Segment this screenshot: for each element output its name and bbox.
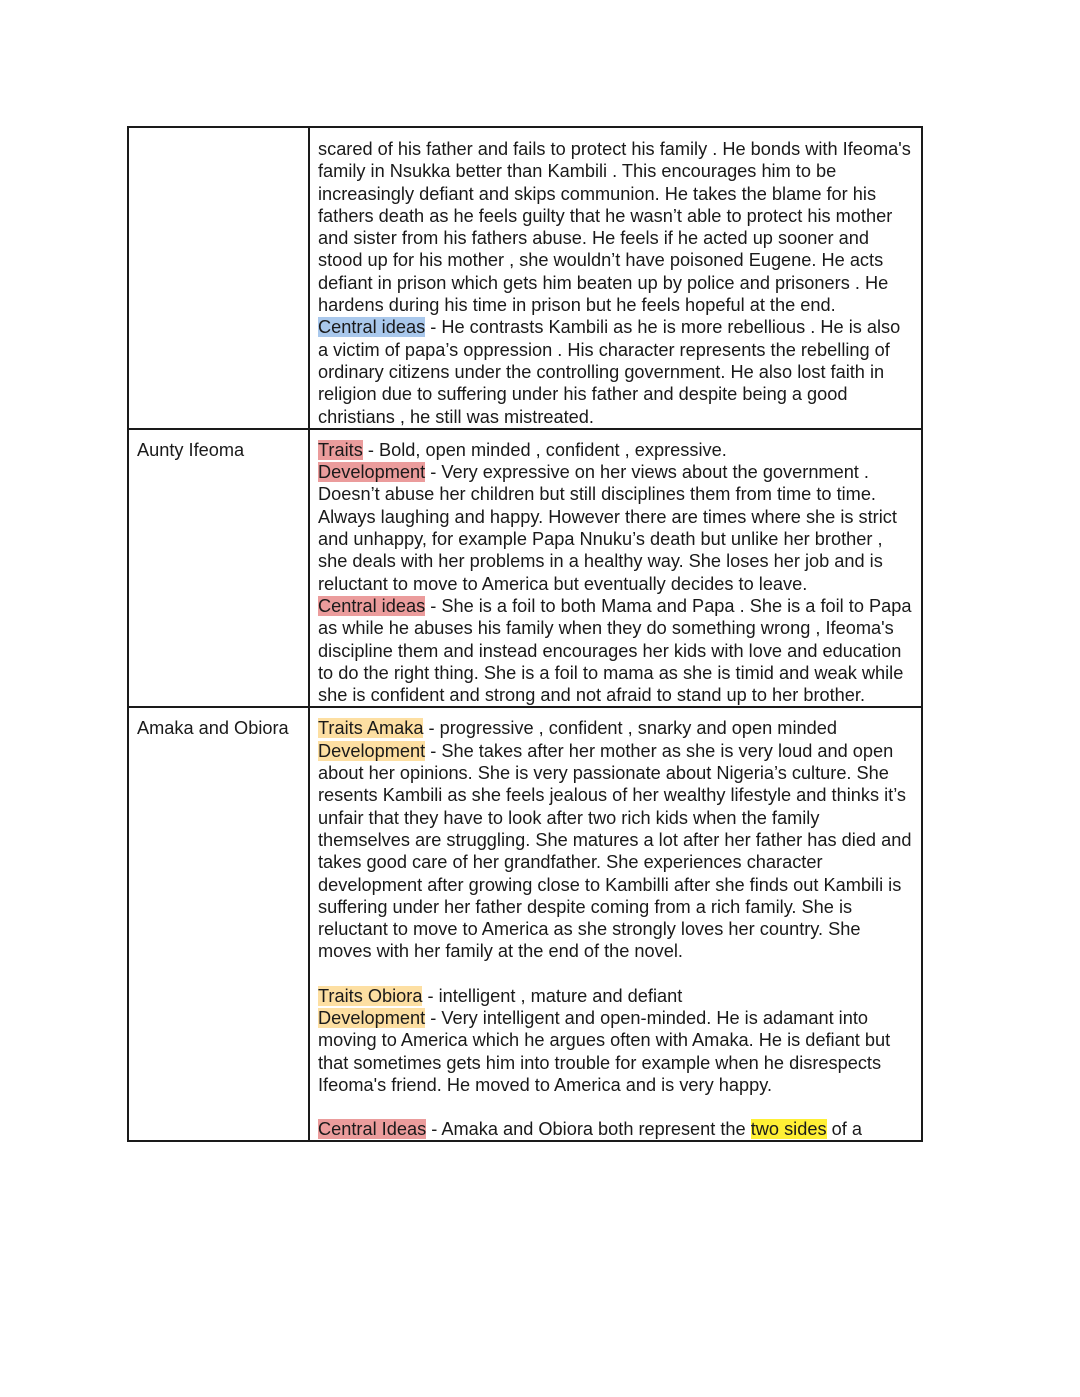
paragraph-text: - Amaka and Obiora both represent the [426, 1119, 751, 1140]
paragraph-text: of a [826, 1119, 862, 1140]
character-description-cell [309, 127, 922, 429]
traits-paragraph [318, 439, 913, 461]
character-name-cell [128, 429, 309, 708]
character-name: Aunty Ifeoma [137, 439, 245, 460]
central-ideas-label: Central ideas [318, 595, 426, 616]
traits-obiora-paragraph [318, 985, 913, 1007]
central-ideas-label: Central ideas [318, 317, 426, 338]
character-notes-table [127, 126, 923, 1142]
character-name: Amaka and Obiora [137, 718, 289, 739]
paragraph-spacer [318, 1096, 913, 1118]
character-name-cell [128, 707, 309, 1141]
development-label: Development [318, 462, 426, 483]
development-paragraph [318, 138, 913, 316]
character-description-cell [309, 429, 922, 708]
paragraph-spacer [318, 963, 913, 985]
character-name-cell [128, 127, 309, 429]
traits-label: Traits [318, 439, 363, 460]
traits-obiora-label: Traits Obiora [318, 985, 423, 1006]
paragraph-text: - She is a foil to both Mama and Papa . She is a foil to Papa as while he abuses his family when they do something wrong , Ifeoma's discipline them and instead encourages her kids with love and education to do the right thing. She is a foil to mama as she is timid and weak while she is confident and strong and not afraid to stand up to her brother. [318, 595, 912, 706]
paragraph-text: - Very intelligent and open-minded. He is adamant into moving to America which he argues often with Amaka. He is defiant but that sometimes gets him into trouble for example when he disrespects Ifeoma's friend. He moved to America and is very happy. [318, 1007, 891, 1095]
paragraph-text: - She takes after her mother as she is very loud and open about her opinions. She is very passionate about Nigeria’s culture. She resents Kambili as she feels jealous of her wealthy lifestyle and thinks it’s unfair that they have to look after two rich kids when the family themselves are struggling. She matures a lot after her father has died and takes good care of her grandfather. She experiences character development after growing close to Kambilli after she finds out Kambili is suffering under her father despite coming from a rich family. She is reluctant to move to America as she strongly loves her country. She moves with her family at the end of the novel. [318, 740, 912, 962]
paragraph-text: - Bold, open minded , confident , expressive. [362, 439, 727, 460]
development-label: Development [318, 740, 426, 761]
development-paragraph [318, 1007, 913, 1096]
paragraph-text: - progressive , confident , snarky and open minded [423, 718, 837, 739]
traits-amaka-paragraph [318, 717, 913, 739]
central-ideas-label: Central Ideas [318, 1119, 427, 1140]
character-description-cell [309, 707, 922, 1141]
paragraph-text: - He contrasts Kambili as he is more rebellious . He is also a victim of papa’s oppression . His character represents the rebelling of ordinary citizens under the controlling government. He also lost faith in religion due to suffering under his father and despite being a good christians , he still was mistreated. [318, 317, 901, 427]
development-paragraph [318, 461, 913, 595]
table-row [128, 707, 922, 1141]
central-ideas-paragraph [318, 595, 913, 706]
paragraph-text: scared of his father and fails to protect his family . He bonds with Ifeoma's family in Nsukka better than Kambili . This encourages him to be increasingly defiant and skips communion. He takes the blame for his fathers death as he feels guilty that he wasn’t able to protect his mother and sister from his fathers abuse. He feels if he acted up sooner and stood up for his mother , she wouldn’t have poisoned Eugene. He acts defiant in prison which gets him beaten up by police and prisoners . He hardens during his time in prison but he feels hopeful at the end. [318, 139, 911, 316]
table-row [128, 127, 922, 429]
traits-amaka-label: Traits Amaka [318, 718, 424, 739]
central-ideas-paragraph [318, 1118, 913, 1140]
highlighted-phrase: two sides [750, 1119, 827, 1140]
development-paragraph [318, 740, 913, 963]
paragraph-text: - intelligent , mature and defiant [422, 985, 683, 1006]
central-ideas-paragraph [318, 316, 913, 427]
paragraph-text: - Very expressive on her views about the government . Doesn’t abuse her children but still disciplines them from time to time. Always laughing and happy. However there are times where she is strict and unhappy, for example Papa Nnuku’s death but unlike her brother , she deals with her problems in a healthy way. She loses her job and is reluctant to move to America but eventually decides to leave. [318, 462, 897, 594]
development-label: Development [318, 1007, 426, 1028]
table-row [128, 429, 922, 708]
